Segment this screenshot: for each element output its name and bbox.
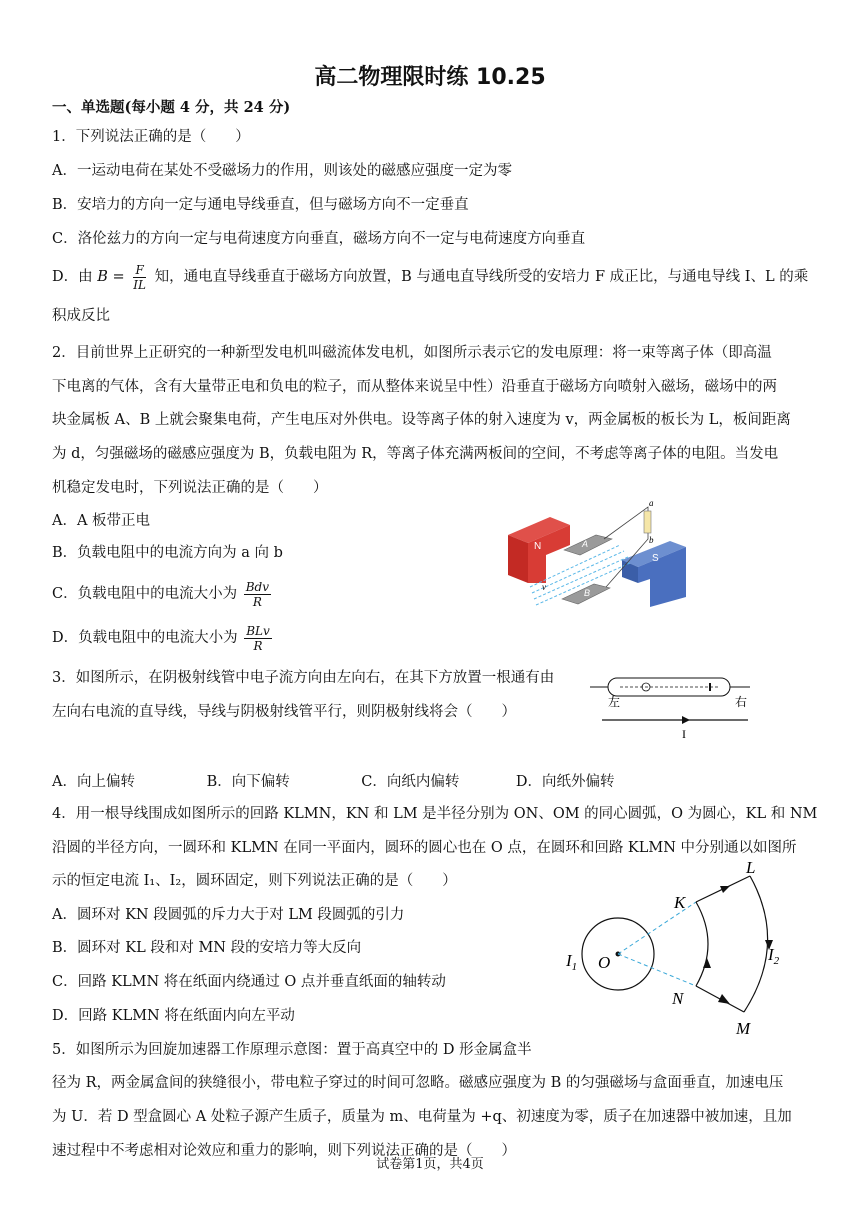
q2-d-fraction xyxy=(244,624,272,653)
q3-stem-line1: 3．如图所示，在阴极射线管中电子流方向由左向右，在其下方放置一根通有由 xyxy=(52,670,555,686)
point-l-label: L xyxy=(746,862,756,877)
arc-kn xyxy=(696,902,708,986)
fraction-denominator: R xyxy=(252,594,262,609)
q5-stem-line2: 径为 R，两金属盒间的狭缝很小，带电粒子穿过的时间可忽略。磁感应强度为 B 的匀强磁场与盒面垂直，加速电压 xyxy=(52,1075,784,1091)
q3-options xyxy=(52,770,812,791)
cathode-ray-tube-figure xyxy=(590,672,760,742)
page-title: 高二物理限时练 10.25 xyxy=(314,65,546,90)
q2-option-c xyxy=(52,578,273,610)
q2-option-a: A．A 板带正电 xyxy=(52,513,151,529)
arrow-mn xyxy=(718,994,730,1004)
section-heading: 一、单选题(每小题 4 分，共 24 分) xyxy=(52,99,291,116)
i1-subscript: 1 xyxy=(571,961,578,973)
arrow-nk xyxy=(703,958,711,968)
right-label: 右 xyxy=(735,695,748,709)
mhd-generator-figure xyxy=(500,495,700,615)
q3-option-d: D．向纸外偏转 xyxy=(515,774,615,790)
q4-stem-line3: 示的恒定电流 I₁、I₂，圆环固定，则下列说法正确的是（ ） xyxy=(52,873,457,889)
current-i2-label xyxy=(767,945,780,967)
q1-d-equation: B = xyxy=(97,269,125,285)
q2-option-b: B．负载电阻中的电流方向为 a 向 b xyxy=(52,545,283,561)
q2-stem-line3: 块金属板 A、B 上就会聚集电荷，产生电压对外供电。设等离子体的射入速度为 v，两金属板的板长为 L，板间距离 xyxy=(52,412,791,428)
i2-subscript: 2 xyxy=(773,955,780,967)
arc-lm xyxy=(744,876,768,1012)
q1-option-b: B．安培力的方向一定与通电导线垂直，但与磁场方向不一定垂直 xyxy=(52,197,469,213)
q3-option-a: A．向上偏转 xyxy=(52,774,135,790)
q3-stem-line2: 左向右电流的直导线，导线与阴极射线管平行，则阴极射线将会（ ） xyxy=(52,704,516,720)
q1-d-text: 知，通电直导线垂直于磁场方向放置，B 与通电直导线所受的安培力 F 成正比，与通电导线 I、L 的乘 xyxy=(154,269,809,285)
point-o-label: O xyxy=(598,953,611,972)
arrow-kl xyxy=(720,886,730,893)
fraction-denominator: R xyxy=(253,638,263,653)
klmn-loop-figure xyxy=(560,862,800,1042)
q1-d-fraction xyxy=(131,263,148,292)
q5-stem-line4: 速过程中不考虑相对论效应和重力的影响，则下列说法正确的是（ ） xyxy=(52,1143,516,1159)
velocity-label: v xyxy=(542,582,546,592)
q4-stem-line2: 沿圆的半径方向，一圆环和 KLMN 在同一平面内，圆环的圆心也在 O 点，在圆环和回路 KLMN 中分别通以如图所 xyxy=(52,840,797,856)
fraction-numerator: F xyxy=(135,262,144,277)
q1-option-a: A．一运动电荷在某处不受磁场力的作用，则该处的磁感应强度一定为零 xyxy=(52,163,512,179)
fraction-numerator: BLv xyxy=(246,623,270,638)
terminal-b-label: b xyxy=(649,535,654,545)
current-i1-label xyxy=(565,951,577,973)
current-label: I xyxy=(682,727,686,741)
q1-stem: 1．下列说法正确的是（ ） xyxy=(52,129,250,145)
n-magnet-front xyxy=(508,535,528,583)
s-pole-label: S xyxy=(652,553,659,564)
q4-stem-line1: 4．用一根导线围成如图所示的回路 KLMN，KN 和 LM 是半径分别为 ON、OM 的同心圆弧，O 为圆心，KL 和 NM xyxy=(52,806,818,822)
q3-option-b: B．向下偏转 xyxy=(206,774,290,790)
i1-symbol: I xyxy=(566,951,572,970)
q2-c-text: C．负载电阻中的电流大小为 xyxy=(52,586,238,602)
wire-top xyxy=(604,507,648,539)
q2-stem-line4: 为 d，匀强磁场的磁感应强度为 B，负载电阻为 R，等离子体充满两板间的空间，不考虑等离子体的电阻。当发电 xyxy=(52,446,779,462)
q4-option-d: D．回路 KLMN 将在纸面内向左平动 xyxy=(52,1008,295,1024)
q2-stem-line5: 机稳定发电时，下列说法正确的是（ ） xyxy=(52,480,328,496)
q5-stem-line3: 为 U．若 D 型盒圆心 A 处粒子源产生质子，质量为 m、电荷量为 +q、初速度为零，质子在加速器中被加速，且加 xyxy=(52,1109,792,1125)
q1-option-d-continued: 积成反比 xyxy=(52,308,110,324)
q4-option-a: A．圆环对 KN 段圆弧的斥力大于对 LM 段圆弧的引力 xyxy=(52,907,405,923)
page-footer: 试卷第1页，共4页 xyxy=(376,1157,484,1172)
point-m-label: M xyxy=(736,1019,751,1038)
fraction-numerator: Bdv xyxy=(245,579,269,594)
plate-b-label: B xyxy=(584,588,591,598)
q2-stem-line2: 下电离的气体，含有大量带正电和负电的粒子，而从整体来说呈中性）沿垂直于磁场方向喷射入磁场，磁场中的两 xyxy=(52,379,777,395)
q1-option-d xyxy=(52,262,808,292)
i2-symbol: I xyxy=(768,945,774,964)
q5-stem-line1: 5．如图所示为回旋加速器工作原理示意图：置于高真空中的 D 形金属盒半 xyxy=(52,1042,532,1058)
radius-on xyxy=(618,954,696,986)
q2-stem-line1: 2．目前世界上正研究的一种新型发电机叫磁流体发电机，如图所示表示它的发电原理：将一束等离子体（即高温 xyxy=(52,345,772,361)
q1-option-c: C．洛伦兹力的方向一定与电荷速度方向垂直，磁场方向不一定与电荷速度方向垂直 xyxy=(52,231,586,247)
point-n-label: N xyxy=(672,989,684,1008)
q2-d-text: D．负载电阻中的电流大小为 xyxy=(52,630,238,646)
q2-option-d xyxy=(52,622,274,654)
left-label: 左 xyxy=(608,695,621,709)
point-k-label: K xyxy=(674,893,686,912)
plate-a-label: A xyxy=(582,539,589,549)
q4-option-c: C．回路 KLMN 将在纸面内绕通过 O 点并垂直纸面的轴转动 xyxy=(52,974,446,990)
current-arrow xyxy=(682,716,690,724)
q4-option-b: B．圆环对 KL 段和对 MN 段的安培力等大反向 xyxy=(52,940,362,956)
q3-option-c: C．向纸内偏转 xyxy=(361,774,460,790)
q2-c-fraction xyxy=(244,580,271,609)
q1-d-prefix: D．由 xyxy=(52,269,93,285)
n-pole-label: N xyxy=(534,541,542,552)
fraction-denominator: IL xyxy=(133,277,146,292)
terminal-a-label: a xyxy=(649,498,654,508)
load-resistor xyxy=(644,511,651,533)
